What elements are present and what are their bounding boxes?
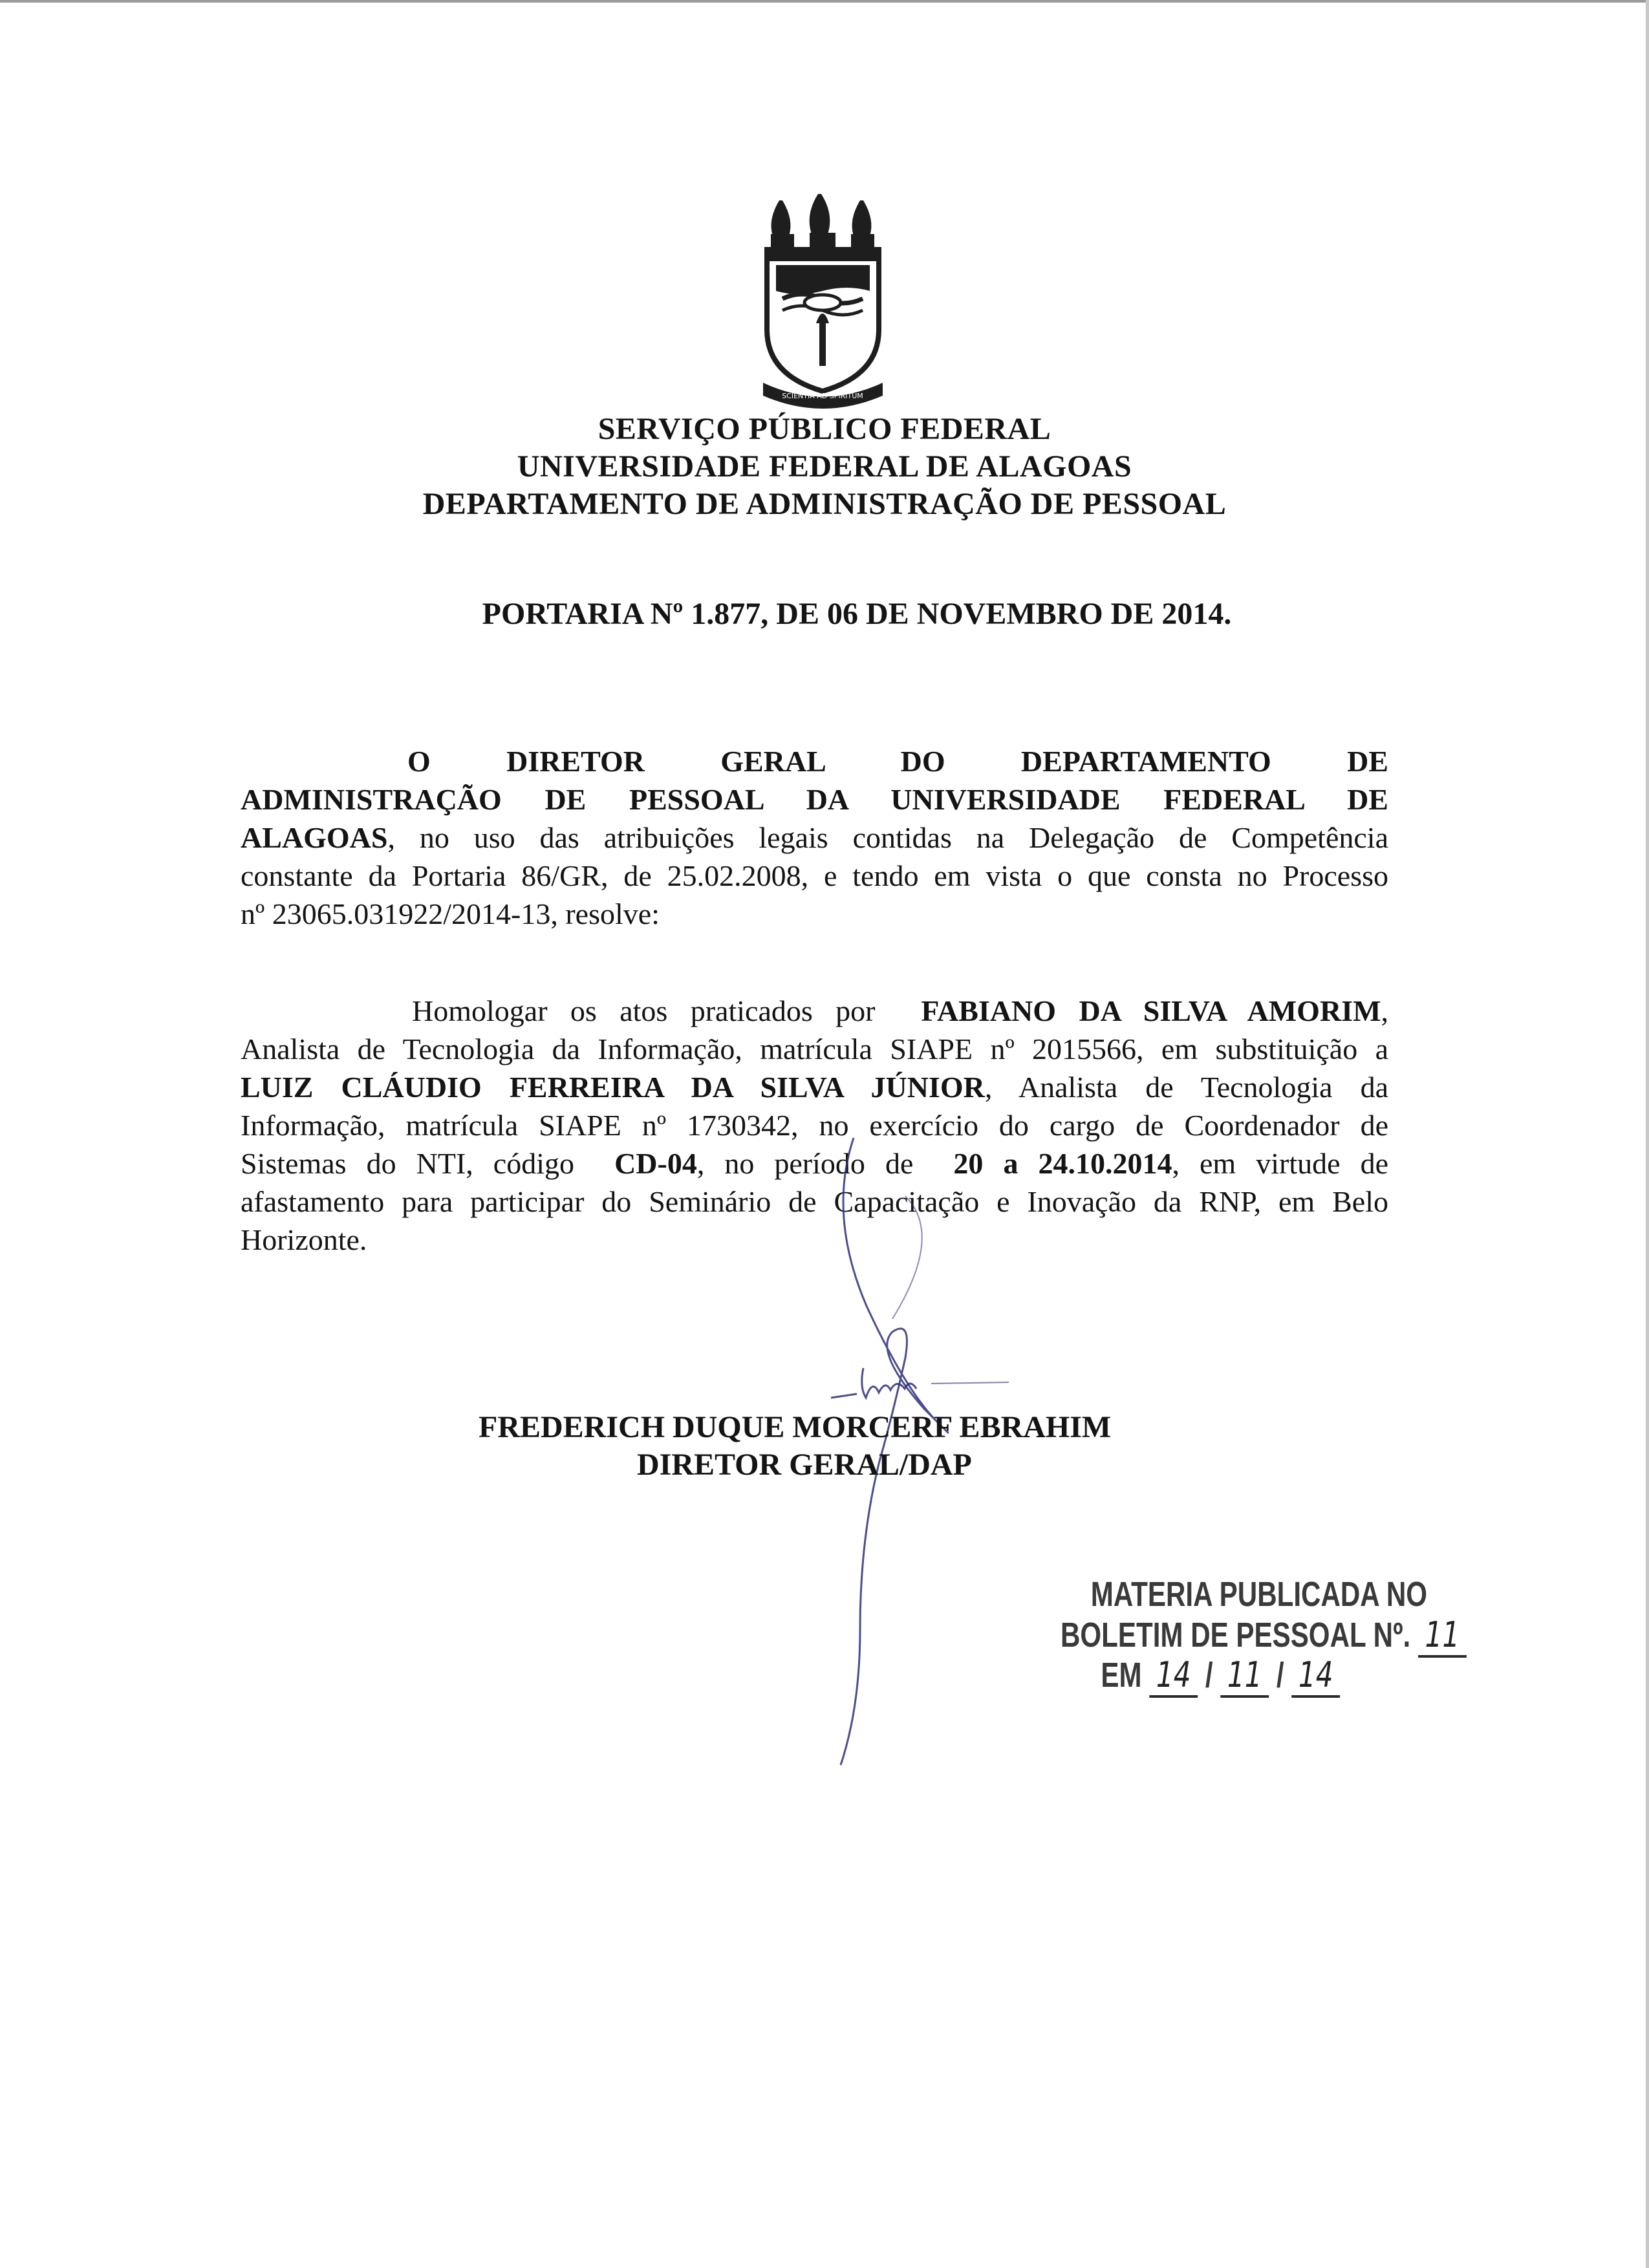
substituted-name: LUIZ CLÁUDIO FERREIRA DA SILVA JÚNIOR xyxy=(241,1071,985,1104)
resolution-line: Sistemas do NTI, código CD-04, no período de 20 a 24.10.2014, em virtude de xyxy=(241,1147,1388,1180)
resolution-line: LUIZ CLÁUDIO FERREIRA DA SILVA JÚNIOR, Analista de Tecnologia da xyxy=(241,1071,1388,1104)
signatory-name: FREDERICH DUQUE MORCERF EBRAHIM xyxy=(479,1410,1112,1444)
crest-motto: SCIENTIA AD SPIRITUM xyxy=(782,392,863,400)
resolution-line: Informação, matrícula SIAPE nº 1730342, no exercício do cargo de Coordenador de xyxy=(241,1109,1388,1142)
portaria-title: PORTARIA Nº 1.877, DE 06 DE NOVEMBRO DE 2014. xyxy=(482,597,1232,631)
preamble-paragraph xyxy=(241,742,1388,933)
position-code: CD-04 xyxy=(614,1147,697,1180)
university-crest-logo xyxy=(757,194,889,411)
preamble-line: nº 23065.031922/2014-13, resolve: xyxy=(241,897,660,930)
preamble-line: ADMINISTRAÇÃO DE PESSOAL DA UNIVERSIDADE FEDERAL DE xyxy=(241,783,1388,816)
header-line-university: UNIVERSIDADE FEDERAL DE ALAGOAS xyxy=(517,449,1132,484)
scan-edge xyxy=(0,0,1649,3)
stamp-year: 14 xyxy=(1291,1654,1340,1698)
period-dates: 20 a 24.10.2014 xyxy=(953,1147,1172,1180)
stamp-line: MATERIA PUBLICADA NO xyxy=(1090,1575,1428,1614)
document-header xyxy=(0,411,1649,523)
employee-name: FABIANO DA SILVA AMORIM xyxy=(921,994,1381,1027)
stamp-line: EM 14 / 11 / 14 xyxy=(1101,1654,1340,1698)
scan-edge xyxy=(1646,0,1649,2268)
resolution-line: Analista de Tecnologia da Informação, matrícula SIAPE nº 2015566, em substituição a xyxy=(241,1032,1388,1065)
header-line-department: DEPARTAMENTO DE ADMINISTRAÇÃO DE PESSOAL xyxy=(422,487,1227,521)
preamble-line: constante da Portaria 86/GR, de 25.02.2008, e tendo em vista o que consta no Processo xyxy=(241,859,1388,892)
stamp-month: 11 xyxy=(1220,1654,1269,1698)
bulletin-number: 11 xyxy=(1418,1614,1467,1658)
signatory-title: DIRETOR GERAL/DAP xyxy=(637,1448,972,1482)
resolution-line: Homologar os atos praticados por FABIANO DA SILVA AMORIM, xyxy=(412,994,1388,1027)
resolution-line: Horizonte. xyxy=(241,1223,367,1256)
resolution-paragraph xyxy=(241,992,1388,1259)
resolution-line: afastamento para participar do Seminário de Capacitação e Inovação da RNP, em Belo xyxy=(241,1185,1388,1218)
preamble-state: ALAGOAS xyxy=(241,821,388,854)
preamble-line: O DIRETOR GERAL DO DEPARTAMENTO DE xyxy=(407,745,1388,778)
preamble-line: ALAGOAS, no uso das atribuições legais contidas na Delegação de Competência xyxy=(241,821,1388,854)
header-line-service: SERVIÇO PÚBLICO FEDERAL xyxy=(598,412,1051,446)
stamp-day: 14 xyxy=(1149,1654,1198,1698)
stamp-line: BOLETIM DE PESSOAL Nº. 11 xyxy=(1061,1614,1467,1658)
